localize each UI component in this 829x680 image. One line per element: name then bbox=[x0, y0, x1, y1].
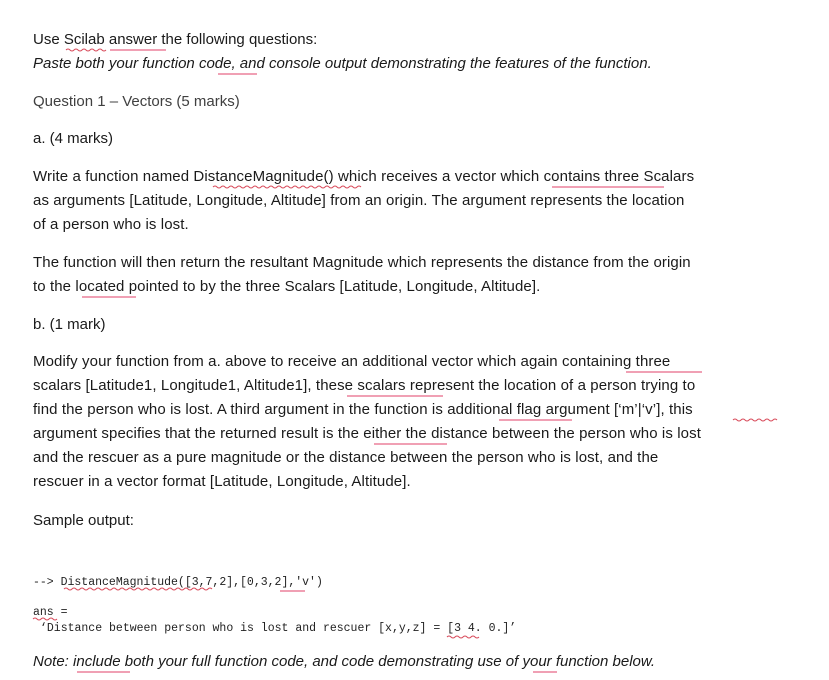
sample-output-label: Sample output: bbox=[33, 512, 134, 529]
console-command: --> DistanceMagnitude([3,7,2],[0,3,2],'v') bbox=[33, 576, 323, 589]
part-a-line-2: as arguments [Latitude, Longitude, Altitude] from an origin. The argument represents the location bbox=[33, 192, 685, 209]
spelling-underline bbox=[733, 419, 777, 421]
note-line: Note: include both your full function code, and code demonstrating use of your function below. bbox=[33, 653, 656, 670]
part-b-line-5: and the rescuer as a pure magnitude or the distance between the person who is lost, and the bbox=[33, 449, 659, 466]
part-b-line-3: find the person who is lost. A third argument in the function is additional flag argument [‘m’|‘v’], this bbox=[33, 401, 693, 418]
part-b-line-1: Modify your function from a. above to receive an additional vector which again containing three bbox=[33, 353, 671, 370]
console-ans: ans = bbox=[33, 606, 68, 619]
part-a-label: a. (4 marks) bbox=[33, 130, 114, 147]
question-title: Question 1 – Vectors (5 marks) bbox=[33, 93, 240, 110]
part-b-line-6: rescuer in a vector format [Latitude, Longitude, Altitude]. bbox=[33, 473, 411, 490]
part-a-line-3: of a person who is lost. bbox=[33, 216, 189, 233]
part-b-line-4: argument specifies that the returned result is the either the distance between the person who is lost bbox=[33, 425, 701, 442]
part-a-p2-line-2: to the located pointed to by the three Scalars [Latitude, Longitude, Altitude]. bbox=[33, 278, 541, 295]
instruction-line: Use Scilab answer the following questions: bbox=[33, 31, 318, 48]
part-a-line-1: Write a function named DistanceMagnitude() which receives a vector which contains three Scalars bbox=[33, 168, 695, 185]
part-b-line-2: scalars [Latitude1, Longitude1, Altitude1], these scalars represent the location of a person trying to bbox=[33, 377, 696, 394]
part-b-label: b. (1 mark) bbox=[33, 316, 106, 333]
console-result: ‘Distance between person who is lost and rescuer [x,y,z] = [3 4. 0.]’ bbox=[40, 622, 517, 635]
instruction-subline: Paste both your function code, and console output demonstrating the features of the function. bbox=[33, 55, 652, 72]
part-a-p2-line-1: The function will then return the resultant Magnitude which represents the distance from the origin bbox=[33, 254, 691, 271]
